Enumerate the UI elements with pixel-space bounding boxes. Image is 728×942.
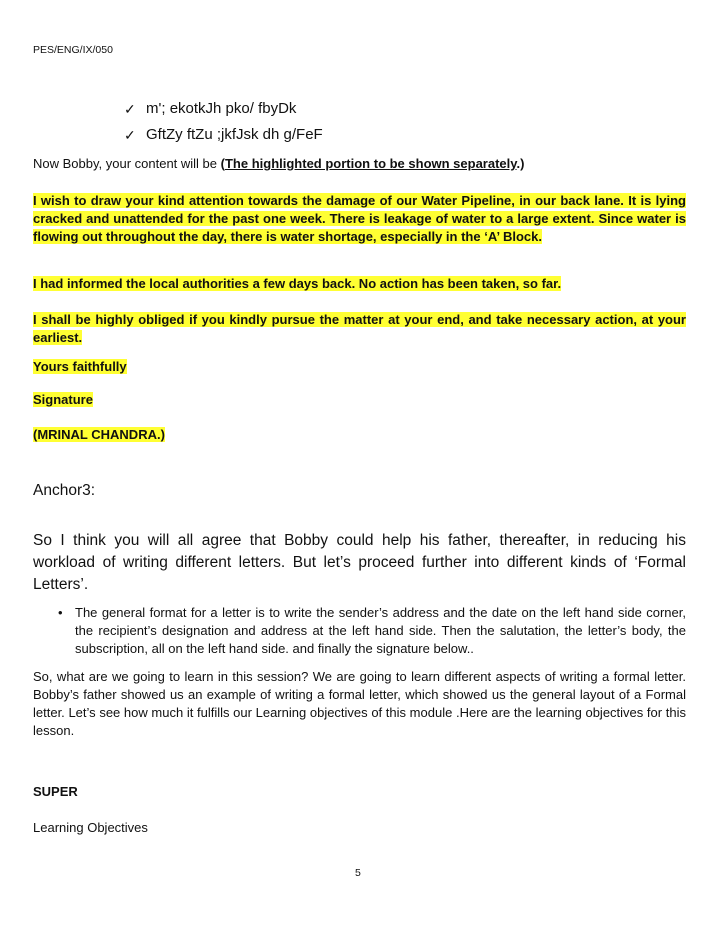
super-heading: SUPER (33, 784, 78, 799)
highlighted-text: I had informed the local authorities a few days back. No action has been taken, so far. (33, 276, 562, 291)
checklist-item (124, 122, 323, 148)
content-intro-open: ( (220, 156, 225, 171)
session-paragraph: So, what are we going to learn in this session? We are going to learn different aspects of writing a formal letter. Bobby’s father showed us an example of writing a formal letter, which showed us the general layout of a Formal letter. Let’s see how much it fulfills our Learning objectives of this module .Here are the learning objectives for this lesson. (33, 669, 686, 738)
bullet-text: The general format for a letter is to write the sender’s address and the date on the left hand side corner, the recipient’s designation and address at the left hand side. Then the salutation, the letter’s body, the subscription, all on the left hand side. and finally the signature below.. (75, 605, 686, 656)
learning-objectives-label: Learning Objectives (33, 820, 148, 835)
content-intro-prefix: Now Bobby, your content will be (33, 156, 221, 171)
bullet-item (58, 604, 686, 658)
document-code: PES/ENG/IX/050 (33, 44, 113, 56)
content-intro-underlined: The highlighted portion to be shown separately (224, 156, 517, 171)
bullet-icon: • (58, 605, 63, 620)
letter-sender-name (33, 426, 686, 444)
page-number: 5 (355, 867, 361, 879)
checklist-item (124, 96, 323, 122)
content-intro-suffix: .) (516, 156, 525, 171)
letter-body-paragraph-2 (33, 275, 686, 293)
anchor-title: Anchor3: (33, 482, 96, 499)
letter-closing (33, 358, 686, 376)
anchor-paragraph: So I think you will all agree that Bobby could help his father, thereafter, in reducing his workload of writing different letters. But let’s proceed further into different kinds of ‘Formal Letters’. (33, 532, 686, 593)
closing-text: Yours faithfully (33, 359, 127, 374)
letter-signature (33, 391, 686, 409)
check-icon: ✓ (124, 101, 136, 117)
checklist-item-text: m'; ekotkJh pko/ fbyDk (146, 100, 297, 117)
letter-body-paragraph-3 (33, 311, 686, 347)
sender-name-text: (MRINAL CHANDRA.) (33, 427, 165, 442)
letter-body-paragraph-1 (33, 192, 686, 246)
highlighted-text: I wish to draw your kind attention towards the damage of our Water Pipeline, in our back lane. It is lying cracked and unattended for the past one week. There is leakage of water to a large extent. Since water is flowing out throughout the day, there is water shortage, especially in the ‘A’ Block. (33, 193, 686, 244)
content-intro (33, 155, 686, 173)
check-icon: ✓ (124, 127, 136, 143)
highlighted-text: I shall be highly obliged if you kindly pursue the matter at your end, and take necessary action, at your earliest. (33, 312, 686, 345)
checklist (124, 96, 323, 148)
signature-text: Signature (33, 392, 93, 407)
checklist-item-text: GftZy ftZu ;jkfJsk dh g/FeF (146, 126, 323, 143)
